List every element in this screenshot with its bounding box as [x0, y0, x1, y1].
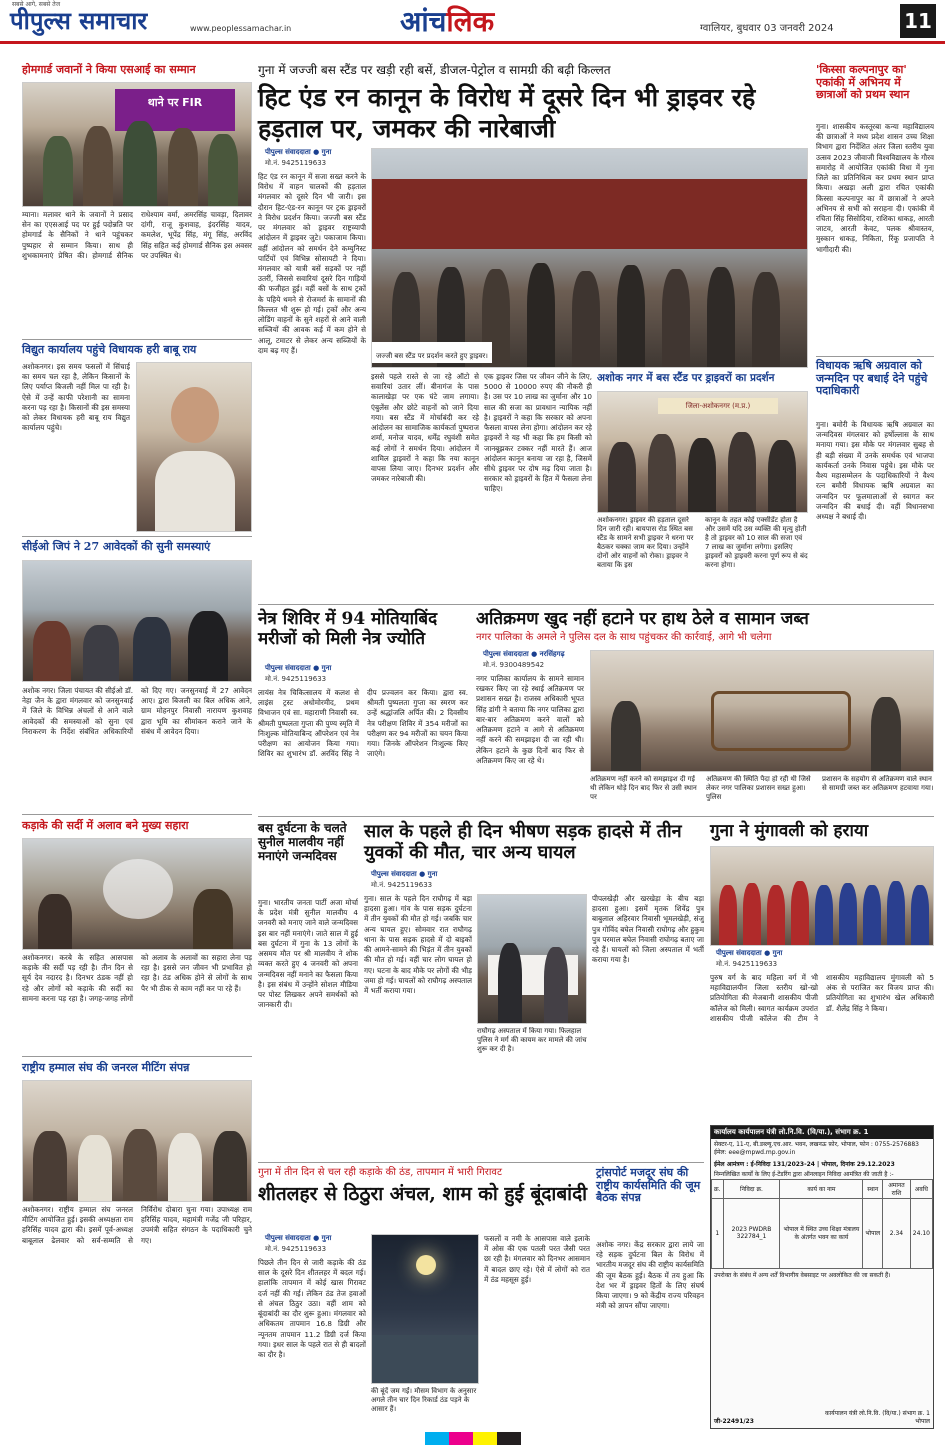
- shitlahar-mobile: मो.नं. 9425119633: [265, 1245, 327, 1253]
- person-figure: [193, 889, 233, 949]
- ceo-text: अशोक नगर। जिला पंचायत की सीईओ डॉ. नेहा जैन के द्वारा मंगलवार को जनसुनवाई में जिले के विभिन्न अंचलों से आने वाले आवेदकों की समस्याओं को सुना एवं निराकरण के निर्देश संबंधित अधिकारियों को दिए गए। जनसुनवाई में 27 आवेदन आए। द्वारा बिजली का बिल अधिक आने, ग्राम मोहनपुर निवासी नारायण कुशवाह द्वारा भूमि का सीमांकन कराने जाने के संबंध में आवेदन दिया।: [22, 686, 252, 736]
- kissa-text: गुना। शासकीय कस्तूरबा कन्या महाविद्यालय की छात्राओं ने मध्य प्रदेश शासन उच्च शिक्षा विभाग द्वारा निर्देशित अंतर जिला स्तरीय युवा उत्सव 2023 जीवाजी विश्वविद्यालय के गौरव समारोह में आयोजित एकांकी विधा में गुना जिले का प्रतिनिधित्व कर प्रथम स्थान प्राप्त किया। अखड़ा अली द्वारा रचित एकांकी किस्सा कल्पनापुर का में छात्राओं ने अपने अभिनय से सभी को सराहना दी। एकांकी में रचिता सिंह सिसोदिया, राशिका धाकड़, आरती जाटव, आरती केवट, पलक श्रीवास्तव, मुस्कान धाकड़, निकिता, रिंकू प्रजापति ने भागीदारी की।: [816, 122, 934, 254]
- person-figure: [188, 611, 228, 681]
- person-figure: [123, 121, 157, 206]
- hammal-headline: राष्ट्रीय हम्माल संघ की जनरल मीटिंग संपन्न: [22, 1061, 190, 1074]
- masthead: [0, 0, 945, 44]
- lead-col2: इससे पहले रास्ते से जा रहे ऑटो से सवारियां उतार लीं। बीनागंज के पास कालाखेड़ा पर एक घंटे जाम लगाया। एंबुलेंस और छोटे वाहनों को जाने दिया गया। बस स्टैंड में मोर्चाबंदी कर रहे आंदोलन का सामाजिक कार्यकर्ता पुष्पराज शर्मा, मनोज यादव, धर्मेंद्र रघुवंशी समेत कई लोगों ने समर्थन दिया। आंदोलन में शामिल ड्राइवरों ने कहा कि नया कानून वापस लिया जाए। दिनभर प्रदर्शन और जमकर नारेबाजी की।: [371, 372, 479, 484]
- ad-table: [711, 1179, 933, 1269]
- person-figure: [83, 625, 119, 681]
- player-figure: [815, 885, 833, 945]
- player-figure: [839, 883, 857, 945]
- ad-cell: भोपाल: [863, 1198, 883, 1268]
- vidhayak-text: अशोकनगर। इस समय फसलों में सिंचाई का समय चल रहा है, लेकिन किसानों के लिए पर्याप्त बिजली नहीं मिल पा रही है। ऐसे में उन्हें काफी परेशानी का सामना करना पड़ रहा है। किसानों की इस समस्या को लेकर विधायक हरी बाबू राय विद्युत कार्यालय पहुंचे।: [22, 362, 130, 433]
- ad-col-header: कार्य का नाम: [780, 1179, 863, 1198]
- homeguard-headline: होमगार्ड जवानों ने किया एसआई का सम्मान: [22, 63, 196, 76]
- player-figure: [911, 885, 929, 945]
- ad-col-header: अवधि: [910, 1179, 932, 1198]
- ad-cell: 1: [712, 1198, 724, 1268]
- person-figure: [572, 271, 600, 367]
- kissa-headline: 'किस्सा कल्पनापुर का' एकांकी में अभिनय में छात्राओं को प्रथम स्थान: [816, 63, 910, 102]
- person-figure: [688, 438, 716, 512]
- person-figure: [544, 947, 568, 1023]
- person-figure: [78, 1135, 112, 1201]
- ad-table-header: [712, 1179, 933, 1198]
- player-figure: [743, 883, 761, 945]
- shitlahar-text: पिछले तीन दिन से जारी कड़ाके की ठंड साल के दूसरे दिन शीतलहर में बदल गई। हालांकि तापमान में कोई खास गिरावट दर्ज नहीं की गई। लेकिन ठंड तेज हवाओं से अंचल ठिठुर उठा। वहीं शाम को बूंदाबांदी का दौर शुरू हुआ। मंगलवार को अधिकतम तापमान 16.8 डिग्री और न्यूनतम तापमान 11.2 डिग्री दर्ज किया गया। इधर साल के पहले रात से ही बादलों का दौर है।: [258, 1258, 366, 1359]
- shitlahar-byline: पीपुल्स संवाददाता ● गुना: [265, 1234, 332, 1242]
- page-number: 11: [900, 4, 936, 38]
- hammal-photo: [22, 1080, 252, 1202]
- ad-cell: 24.10: [910, 1198, 932, 1268]
- saal-photo-caption: राघौगढ़ अस्पताल में किया गया। फिलहाल पुलिस ने मर्ग की कायम कर मामले की जांच शुरू कर दी है।: [477, 1027, 587, 1054]
- saal-text: गुना। साल के पहले दिन राघौगढ़ में बड़ा हादसा हुआ। गांव के पास सड़क दुर्घटना में तीन युवकों की मौत हो गई। जबकि चार अन्य घायल हुए। सोमवार रात राघौगढ़ थाना के पास सड़क हादसे में दो बाइकों की आमने-सामने की भिड़ंत में तीन युवकों की मौत हो गई। वहीं चार लोग घायल हो गए। घटना के बाद मौके पर लोगों की भीड़ जमा हो गई। घायलों को राघौगढ़ अस्पताल में भर्ती कराया गया।: [364, 894, 472, 995]
- netra-headline: नेत्र शिविर में 94 मोतियाबिंद मरीजों को मिली नेत्र ज्योति: [258, 609, 438, 649]
- ad-col-header: निविदा क्र.: [723, 1179, 780, 1198]
- ashoknagar-protest-caption1: अशोकनगर। ड्राइवर की हड़ताल दूसरे दिन जारी रही। बायपास रोड स्थित बस स्टैंड के सामने सभी ड्राइवर ने धरना पर बैठकर चक्का जाम कर दिया। उन्होंने दोनों ओर वाहनों को रोका। ड्राइवर ने बताया कि इस: [597, 516, 694, 570]
- person-figure: [213, 1131, 247, 1201]
- person-figure: [168, 128, 198, 206]
- person-figure: [662, 269, 690, 367]
- person-figure: [83, 126, 113, 206]
- person-figure: [617, 265, 645, 367]
- atikraman-photo: [590, 650, 934, 772]
- color-registration-bar: [0, 1432, 945, 1445]
- ashoknagar-protest-caption2: कानून के तहत कोई एक्सीडेंट होता है और उसमें यदि उस व्यक्ति की मृत्यु होती है तो ड्राइवर को 10 साल की सजा एवं 7 लाख का जुर्माना लगेगा। इसलिए ड्राइवरों को ड्राइवरी करना पूर्ण रूप से बंद करना होगा।: [705, 516, 808, 570]
- person-figure: [728, 432, 756, 512]
- shitlahar-headline: शीतलहर से ठिठुरा अंचल, शाम को हुई बूंदाबांदी: [258, 1183, 588, 1205]
- netra-mobile: मो.नं. 9425119633: [265, 675, 327, 683]
- person-figure: [133, 617, 171, 681]
- ad-cell: 2023 PWDRB 322784_1: [723, 1198, 780, 1268]
- kadake-headline: कड़ाके की सर्दी में अलाव बने मुख्य सहारा: [22, 819, 189, 832]
- section-title: आंचलिक: [400, 5, 495, 38]
- saal-photo: [477, 894, 587, 1024]
- police-sign: थाने पर FIR: [115, 89, 235, 131]
- atikraman-byline: पीपुल्स संवाददाता ● नरसिंहगढ़: [483, 650, 565, 658]
- mungawali-photo: [710, 846, 934, 946]
- shitlahar-text2: फसलों व नमी के आसपास वाले इलाके में ओस की एक पतली परत जैसी परत छा रही है। मंगलवार को दिनभर आसमान में बादल छाए रहे। ऐसे में लोगों को रात में ठंड महसूस हुई।: [484, 1234, 590, 1284]
- player-figure: [863, 885, 881, 945]
- masthead-tagline-bg: [12, 0, 182, 6]
- atikraman-text: नगर पालिका कार्यालय के सामने सामान रखकर किए जा रहे स्थाई अतिक्रमण पर प्रशासन सख्त है। राजस्व अधिकारी भूपत सिंह डांगी ने बताया कि नगर पालिका द्वारा बार-बार अतिक्रमण करने वालों को अतिक्रमण हटाने व आगे से अतिक्रमण नहीं करने की समझाइश दी जा रही थी। लेकिन हटाने के कुछ दिनों बाद फिर से अतिक्रमण किए जा रहे थे।: [476, 674, 584, 765]
- ad-note: उपरोक्त के संबंध में अन्य शर्तें विभागीय वेबसाइट पर अवलोकित की जा सकती हैं।: [714, 1271, 891, 1279]
- transport-headline: ट्रांसपोर्ट मजदूर संघ की राष्ट्रीय कार्यसमिति की जूम बैठक संपन्न: [596, 1166, 701, 1205]
- person-figure: [208, 134, 238, 206]
- lead-photo: [371, 148, 808, 368]
- divider: [22, 1056, 252, 1057]
- lead-mobile: मो.नं. 9425119633: [265, 159, 327, 167]
- vidhayak-headline: विद्युत कार्यालय पहुंचे विधायक हरी बाबू राय: [22, 343, 197, 356]
- person-figure: [168, 1133, 202, 1201]
- person-figure: [123, 1129, 157, 1201]
- ad-col-header: स्थान: [863, 1179, 883, 1198]
- atikraman-caption2: अतिक्रमण की स्थिति पैदा हो रही थी जिसे लेकर नगर पालिका प्रशासन सख्त हुआ। पुलिस: [706, 775, 811, 802]
- divider: [816, 356, 934, 357]
- player-figure: [887, 881, 905, 945]
- issue-date: ग्वालियर, बुधवार 03 जनवरी 2024: [700, 23, 834, 34]
- newspaper-logo: पीपुल्स समाचार: [10, 6, 148, 35]
- ad-intro: निम्नलिखित कार्यों के लिए ई-टेंडरिंग द्वारा ऑनलाइन निविदा आमंत्रित की जाती है :-: [714, 1170, 894, 1178]
- person-figure: [155, 451, 235, 531]
- person-figure: [608, 442, 636, 512]
- person-figure: [38, 894, 72, 949]
- person-figure: [33, 1131, 67, 1201]
- cart-figure: [711, 691, 851, 751]
- lead-col1: हिट एंड रन कानून में सजा सख्त करने के विरोध में वाहन चालकों की हड़ताल मंगलवार को दूसरे दिन भी जारी। इस दौरान हिट-एंड-रन कानून पर ट्रक ड्राइवरों ने विरोध प्रदर्शन किया। जज्जी बस स्टैंड पर मंगलवार को ड्राइवर राष्ट्रव्यापी आंदोलन में ड्राइवर जुटे। पकाजाम किया। वहीं आंदोलन को समर्थन देने कम्युनिस्ट पार्टियों एवं विभिन्न सोसायटी ने दिया। मंगलवार को यात्री बसें सड़कों पर नहीं उतरीं, जिससे सवारियां दूसरे दिन गाड़ियों की फजीहत हुई। वहीं बसों के साथ ट्रकों के पहिये थमने से रोजमर्रा के सामानों की किल्लत भी शुरू हो गई। ट्रकों और अन्य लोडिंग वाहनों के सुने शहरों से आने वाली सब्जियों की आवक कई में कम होने से आलू, टमाटर से लेकर अन्य सब्जियों के दाम बढ़ गए हैं।: [258, 172, 366, 355]
- ad-footer: जी-22491/23: [714, 1418, 754, 1425]
- person-figure: [33, 621, 71, 681]
- ceo-photo: [22, 560, 252, 682]
- mungawali-headline: गुना ने मुंगावली को हराया: [710, 821, 869, 841]
- atikraman-headline: अतिक्रमण खुद नहीं हटाने पर हाथ ठेले व सामान जब्त: [476, 609, 809, 629]
- divider: [22, 339, 252, 340]
- atikraman-mobile: मो.नं. 9300489542: [483, 661, 545, 669]
- lead-col3: एक ड्राइवर जिस पर जीवन जीने के लिए, 5000 से 10000 रुपए की नौकरी ही है। उस पर 10 लाख का जुर्माना और 10 साल की सजा का प्रावधान न्यायिक नहीं है। ड्राइवरों ने कहा कि सरकार को अपना फैसला वापस लेना होगा। आंदोलन कर रहे ड्राइवरों ने यह भी कहा कि हम किसी को जानबूझकर टक्कर नहीं मारते हैं। आज आंदोलन कानून बनाया जा रहा है, जिसमें सीधे ड्राइवर पर दोष मढ़ दिया जाता है। सरकार को ड्राइवरों के हित में फैसला लेना चाहिए।: [484, 372, 592, 494]
- divider: [258, 816, 934, 817]
- rishi-headline: विधायक ऋषि अग्रवाल को जन्मदिन पर बधाई देने पहुंचे पदाधिकारी: [816, 359, 928, 398]
- vidhayak-photo: [136, 362, 252, 532]
- person-figure: [648, 434, 676, 512]
- person-figure: [871, 697, 901, 771]
- person-figure: [43, 136, 73, 206]
- kadake-photo: [22, 838, 252, 950]
- ad-address: सेक्टर-ए, 11-ए, बी.डब्ल्यू.एच.आर. भवन, लखनऊ फ़ोर, भोपाल, फोन : 0755-2576883 ईमेल: eee@mpwd.mp.gov.in: [714, 1141, 919, 1156]
- mungawali-text: पुरुष वर्ग के बाद महिला वर्ग में भी महाविद्यालयीन जिला स्तरीय खो-खो प्रतियोगिता की मेजबानी शासकीय पीजी कॉलेज को मिली। स्वागत कार्यक्रम उपरांत शासकीय पीजी कॉलेज की टीम ने शासकीय महाविद्यालय मुंगावली को 5 अंक से पराजित कर विजय प्राप्त की। प्रतियोगिता का शुभारंभ खेल अधिकारी डॉ. शैलेंद्र सिंह ने किया।: [710, 973, 934, 1023]
- ad-cell: 2.34: [883, 1198, 911, 1268]
- sunil-headline: बस दुर्घटना के चलते सुनील मालवीय नहीं मनाएंगे जन्मदिवस: [258, 821, 347, 863]
- bus-figure: [372, 179, 808, 249]
- atikraman-caption1: अतिक्रमण नहीं करने को समझाइश दी गई थी लेकिन थोड़े दिन बाद फिर से उसी स्थान पर: [590, 775, 697, 802]
- netra-text: लायंस नेत्र चिकित्सालय में कलश से लाइंस ट्रस्ट अधोमोरमीद, प्रथम विभाजन एवं सा. महाराणी निवासी स्व. श्रीमती पुष्पलता गुप्ता की पुण्य स्मृति में निःशुल्क मोतियाबिन्द ऑपरेशन एवं नेत्र परीक्षण का आयोजन किया गया। शिविर का शुभारंभ डॉ. अरविंद सिंह ने दीप प्रज्वलन कर किया। द्वारा स्व. श्रीमती पुष्पलता गुप्ता का स्मरण कर उन्हें श्रद्धांजलि अर्पित की। 2 दिवसीय नेत्र परीक्षण शिविर में 354 मरीजों का परीक्षण कर 94 मरीजों का चयन किया गया। जिनके ऑपरेशन निःशुल्क किए जाएंगे।: [258, 688, 468, 759]
- ad-col-header: क्र.: [712, 1179, 724, 1198]
- ad-title: कार्यालय कार्यपालन यंत्री लो.नि.वि. (वि/या.), संभाग क्र. 1: [711, 1126, 933, 1139]
- ad-col-header: अमानत राशि: [883, 1179, 911, 1198]
- person-figure: [611, 701, 641, 771]
- ad-cell: भोपाल में स्थित उच्च शिक्षा मंत्रालय के अंतर्गत भवन का कार्य: [780, 1198, 863, 1268]
- rishi-text: गुना। बमोरी के विधायक ऋषि अग्रवाल का जन्मदिवस मंगलवार को हर्षोल्लास के साथ मनाया गया। इस मौके पर मंगलवार सुबह से ही बड़ी संख्या में उनके समर्थक एवं भाजपा कार्यकर्ता उनके निवास पहुंचे। इस मौके पर वैश्य महासम्मेलन के पदाधिकारियों ने वैश्य रत्न बमौरी विधायक ऋषि अग्रवाल का जन्मदिन पर फूलमालाओं से स्वागत कर जन्मदिन की बधाई दी। वहीं विधानसभा अध्यक्ष ने बधाई दी।: [816, 420, 934, 521]
- person-figure: [498, 943, 522, 1023]
- divider: [22, 814, 252, 815]
- mungawali-mobile: मो.नं. 9425119633: [716, 960, 778, 968]
- person-figure: [768, 440, 796, 512]
- saal-mobile: मो.नं. 9425119633: [371, 881, 433, 889]
- atikraman-caption3: प्रशासन के सहयोग से अतिक्रमण वाले स्थान से सामग्री जब्त कर अतिक्रमण हटवाया गया।: [822, 775, 934, 793]
- ceo-headline: सीईओ जिपं ने 27 आवेदकों की सुनी समस्याएं: [22, 540, 211, 553]
- lead-headline: हिट एंड रन कानून के विरोध में दूसरे दिन भी ड्राइवर रहे हड़ताल पर, जमकर की नारेबाजी: [258, 83, 756, 144]
- saal-byline: पीपुल्स संवाददाता ● गुना: [371, 870, 438, 878]
- person-figure: [527, 263, 555, 367]
- divider: [22, 536, 252, 537]
- player-figure: [767, 885, 785, 945]
- saal-text2: पीपलखेड़ी और खरखेड़ा के बीच बड़ा हादसा हुआ। इसमें मृतक शिवेंद्र पुत्र बाबुलाल अहिरवार निवासी भूमलखेड़ी, संजु पुत्र गोविंद बघेल निवासी राघोगढ़ और हुकुम पुत्र परमाल बघेल निवासी राघोगढ़ बताए जा रहे हैं। घायलों को जिला अस्पताल में भर्ती कराया गया है।: [592, 894, 704, 965]
- sunil-text: गुना। भारतीय जनता पार्टी अजा मोर्चा के प्रदेश मंत्री सुनील मालवीय 4 जनवरी को मनाए जाने वाले जन्मदिवस इस बार नहीं मनाएंगे। जाते साल में हुई बस दुर्घटना में गुना के 13 लोगों के असमय मौत पर श्री मालवीय ने शोक व्यक्त करते हुए 4 जनवरी को अपना जन्मदिवस नहीं मनाने का फैसला किया है। इस संबंध में उन्होंने सोशल मीडिया पर पोस्ट लिखकर अपने समर्थकों को जानकारी दी।: [258, 898, 358, 1010]
- table-row: [712, 1198, 933, 1268]
- atikraman-subhead: नगर पालिका के अमले ने पुलिस दल के साथ पहुंचकर की कार्रवाई, आगे भी चलेगा: [476, 632, 772, 643]
- smoke-figure: [103, 859, 173, 919]
- homeguard-photo: [22, 82, 252, 207]
- website-url[interactable]: www.peoplessamachar.in: [190, 24, 292, 33]
- homeguard-text: म्याना। मलावर थाने के जवानों ने प्रसाद सेन का एएसआई पद पर हुई पदोन्नति पर होमगार्ड के सैनिकों ने थाने पहुंचकर पुष्पहार से सम्मान किया। साथ ही शुभकामनाएं प्रेषित की। होमगार्ड सैनिक राधेश्याम वर्मा, अमरसिंह चावड़ा, दिलावर दांगी, राजू कुशवाह, इंदरसिंह यादव, कमलेश, भूपेंद्र सिंह, मंगू सिंह, अरविंद सिंह सहित कई होमगार्ड सैनिक इस अवसर पर उपस्थित थे।: [22, 210, 252, 260]
- face-figure: [171, 387, 219, 443]
- kadake-text: अशोकनगर। करबे के सहित आसपास कड़ाके की सर्दी पड़ रही है। तीन दिन से सूर्य देव नदारद है। दिनभर ठंडक नहीं हो रहे और लोगों को कड़ाके की सर्दी का सामना करना पड़ रहा है। जगह-जगह लोगों को अलाव के अलावों का सहारा लेना पड़ रहा है। इससे जन जीवन भी प्रभावित हो रहा है। ठंड अधिक होने से लोगों के साथ पैर भी ठीक से काम नहीं कर पा रहे हैं।: [22, 953, 252, 1003]
- shitlahar-photo-caption: की बूंदें जम गईं। मौसम विभाग के अनुसार अगले तीन चार दिन रिकार्ड ठंड पड़ने के आसार हैं।: [371, 1387, 477, 1414]
- divider: [258, 604, 934, 605]
- person-figure: [752, 272, 780, 367]
- shitlahar-kicker: गुना में तीन दिन से चल रही कड़ाके की ठंड, तापमान में भारी गिरावट: [258, 1167, 503, 1178]
- mungawali-byline: पीपुल्स संवाददाता ● गुना: [716, 949, 783, 957]
- hammal-text: अशोकनगर। राष्ट्रीय हम्माल संघ जनरल मीटिंग आयोजित हुई। इसकी अध्यक्षता राम हरिसिंह यादव द्वारा की। इसमें पूर्व-अध्यक्ष बाबूलाल ढेलवार को सर्व-सम्मति से निर्विरोध दोबारा चुना गया। उपाध्यक्ष राम हरिसिंह यादव, महामंत्री गजेंद्र जी परिहार, उपमंत्री सहित संगठन के पदाधिकारी चुने गए।: [22, 1205, 252, 1245]
- protest-banner: जिला-अशोकनगर (म.प्र.): [658, 398, 778, 414]
- ad-ref: ईमेल आमंत्रण : ई-निविदा 131/2023-24 | भोपाल, दिनांक 29.12.2023: [714, 1160, 895, 1168]
- wet-road-figure: [372, 1335, 479, 1384]
- netra-byline: पीपुल्स संवाददाता ● गुना: [265, 664, 332, 672]
- lead-byline: पीपुल्स संवाददाता ● गुना: [265, 148, 332, 156]
- divider: [258, 1162, 704, 1163]
- street-light-figure: [416, 1255, 436, 1275]
- lead-photo-caption: जज्जी बस स्टैंड पर प्रदर्शन करते हुए ड्राइवर।: [376, 352, 488, 360]
- transport-text: अशोक नगर। केंद्र सरकार द्वारा लाये जा रहे सड़क दुर्घटना बिल के विरोध में भारतीय मजदूर संघ की राष्ट्रीय कार्यसमिति की जूम बैठक हुई। बैठक में तय हुआ कि देश भर में ड्राइवर हितों के लिए संघर्ष किया जाएगा। 9 को केंद्रीय राज्य परिवहन मंत्री को ज्ञापन सौंपा जाएगा।: [596, 1240, 704, 1311]
- tender-ad: [710, 1125, 934, 1429]
- ad-sign: कार्यपालन यंत्री लो.नि.वि. (वि/या.) संभाग क्र. 1 भोपाल: [825, 1410, 930, 1425]
- ashoknagar-protest-headline: अशोक नगर में बस स्टैंड पर ड्राइवरों का प्रदर्शन: [597, 372, 775, 384]
- ashoknagar-protest-photo: [597, 391, 808, 513]
- saal-headline: साल के पहले ही दिन भीषण सड़क हादसे में तीन युवकों की मौत, चार अन्य घायल: [364, 821, 682, 863]
- player-figure: [791, 881, 809, 945]
- person-figure: [707, 267, 735, 367]
- masthead-tagline: सबसे आगे, सबसे तेज: [12, 1, 61, 8]
- shitlahar-photo: [371, 1234, 479, 1384]
- player-figure: [719, 885, 737, 945]
- lead-kicker: गुना में जज्जी बस स्टैंड पर खड़ी रही बसें, डीजल-पेट्रोल व सामग्री की बढ़ी किल्लत: [258, 63, 611, 77]
